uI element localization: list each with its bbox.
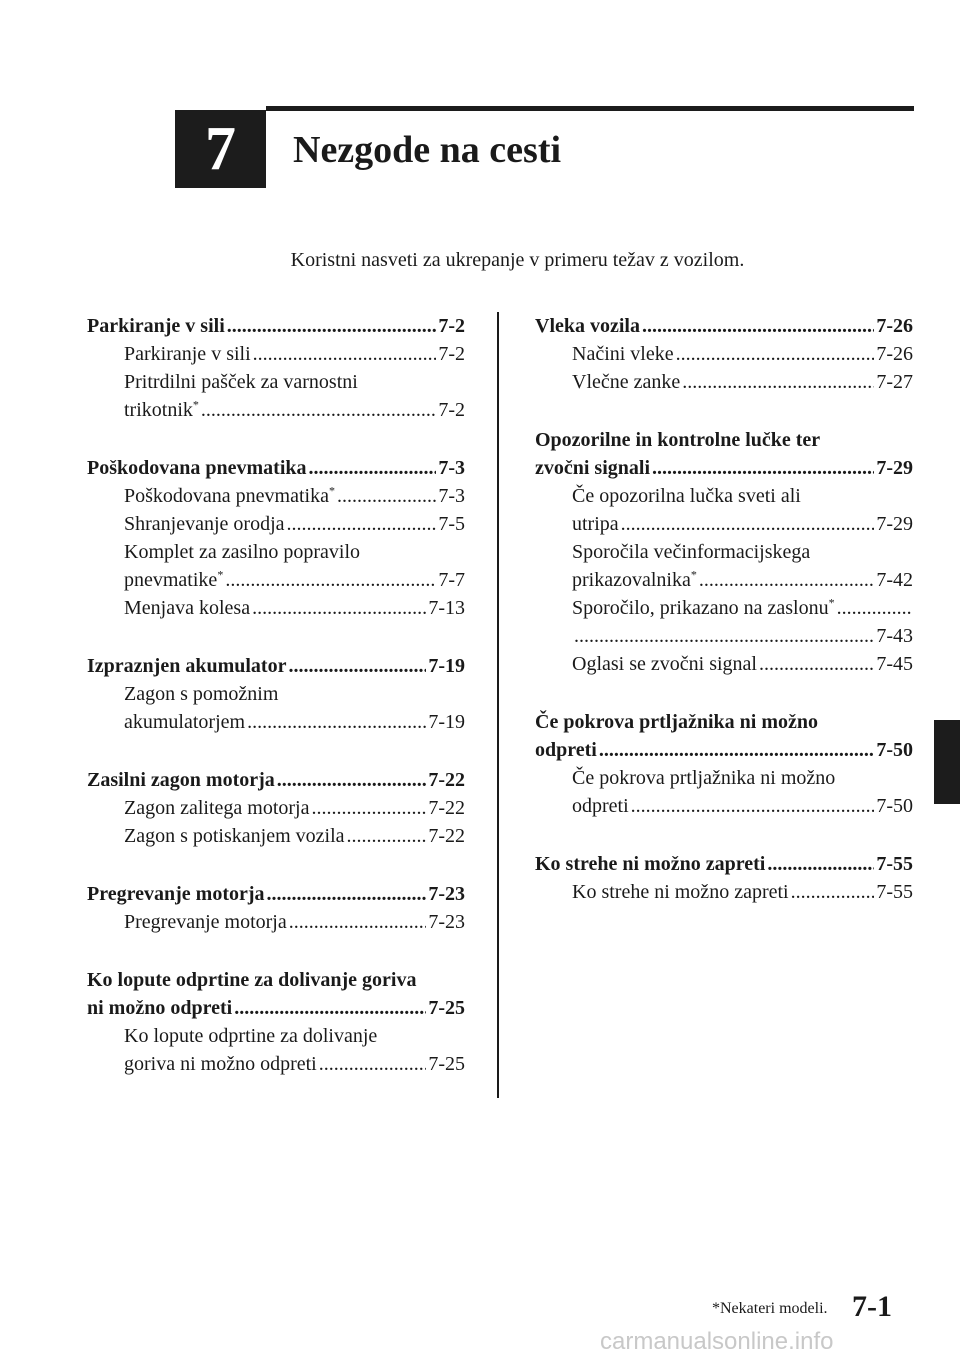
toc-heading[interactable]: ni možno odpreti ..... 7-25 (87, 994, 465, 1022)
page-ref: 7-2 (438, 399, 465, 421)
toc-group-parkiranje (87, 312, 465, 424)
page-ref: 7-45 (876, 653, 913, 675)
toc-heading[interactable]: Izpraznjen akumulator ..... 7-19 (87, 652, 465, 680)
toc-entry[interactable]: akumulatorjem ..... 7-19 (87, 708, 465, 736)
toc-group-vleka (535, 312, 913, 396)
page-ref: 7-26 (876, 315, 913, 337)
page-ref: 7-26 (876, 343, 913, 365)
toc-right-column (535, 312, 913, 936)
toc-heading[interactable]: Poškodovana pnevmatika ..... 7-3 (87, 454, 465, 482)
toc-entry[interactable]: Shranjevanje orodja ..... 7-5 (87, 510, 465, 538)
toc-entry[interactable]: pnevmatike* ..... 7-7 (87, 566, 465, 594)
page-number: 7-1 (852, 1290, 892, 1323)
page-ref: 7-42 (876, 569, 913, 591)
toc-entry[interactable]: Vlečne zanke ..... 7-27 (535, 368, 913, 396)
page-ref: 7-22 (428, 769, 465, 791)
page-ref: 7-22 (428, 797, 465, 819)
toc-heading[interactable]: Vleka vozila ..... 7-26 (535, 312, 913, 340)
toc-heading[interactable]: Parkiranje v sili ..... 7-2 (87, 312, 465, 340)
toc-entry-line[interactable]: Če opozorilna lučka sveti ali (572, 485, 801, 507)
asterisk-mark: * (217, 567, 224, 582)
chapter-number-box (175, 110, 266, 188)
toc-group-akumulator (87, 652, 465, 736)
toc-group-streha (535, 850, 913, 906)
page-ref: 7-5 (438, 513, 465, 535)
page-ref: 7-50 (876, 739, 913, 761)
toc-heading-line[interactable]: Ko lopute odprtine za dolivanje goriva (87, 969, 417, 991)
asterisk-mark: * (828, 595, 835, 610)
toc-group-opozorilne-lucke (535, 426, 913, 678)
page-ref: 7-13 (428, 597, 465, 619)
toc-entry[interactable]: utripa ..... 7-29 (535, 510, 913, 538)
toc-group-pnevmatika (87, 454, 465, 622)
toc-group-loputa-goriva (87, 966, 465, 1078)
toc-heading[interactable]: Ko strehe ni možno zapreti ..... 7-55 (535, 850, 913, 878)
toc-entry[interactable]: Pregrevanje motorja ..... 7-23 (87, 908, 465, 936)
toc-entry-line[interactable]: Sporočilo, prikazano na zaslonu* ..... (535, 594, 913, 622)
toc-heading-line[interactable]: Če pokrova prtljažnika ni možno (535, 711, 818, 733)
toc-heading[interactable]: zvočni signali ..... 7-29 (535, 454, 913, 482)
asterisk-mark: * (690, 567, 697, 582)
toc-entry[interactable]: Parkiranje v sili ..... 7-2 (87, 340, 465, 368)
page-ref: 7-19 (428, 711, 465, 733)
page-ref: 7-23 (428, 883, 465, 905)
page-ref: 7-27 (876, 371, 913, 393)
toc-group-pregrevanje (87, 880, 465, 936)
page-ref: 7-23 (428, 911, 465, 933)
page-ref: 7-19 (428, 655, 465, 677)
toc-entry[interactable]: trikotnik* ..... 7-2 (87, 396, 465, 424)
page-ref: 7-55 (876, 881, 913, 903)
toc-entry-line[interactable]: Komplet za zasilno popravilo (124, 541, 361, 563)
asterisk-mark: * (192, 397, 199, 412)
toc-entry[interactable]: goriva ni možno odpreti ..... 7-25 (87, 1050, 465, 1078)
page-ref: 7-22 (428, 825, 465, 847)
toc-entry[interactable] (535, 622, 913, 650)
page-ref: 7-43 (876, 625, 913, 647)
toc-heading-line[interactable]: Opozorilne in kontrolne lučke ter (535, 429, 821, 451)
toc-entry-line[interactable]: Zagon s pomožnim (124, 683, 279, 705)
toc-entry-line[interactable]: Če pokrova prtljažnika ni možno (572, 767, 836, 789)
page-ref: 7-2 (438, 343, 465, 365)
toc-entry-line[interactable]: Sporočila večinformacijskega (572, 541, 811, 563)
toc-heading[interactable]: Pregrevanje motorja ..... 7-23 (87, 880, 465, 908)
toc-entry[interactable]: Ko strehe ni možno zapreti ..... 7-55 (535, 878, 913, 906)
chapter-intro: Koristni nasveti za ukrepanje v primeru težav z vozilom. (290, 249, 745, 271)
page-ref: 7-2 (438, 315, 465, 337)
toc-entry[interactable]: prikazovalnika* ..... 7-42 (535, 566, 913, 594)
toc-entry[interactable]: Zagon s potiskanjem vozila ..... 7-22 (87, 822, 465, 850)
page-ref: 7-25 (428, 1053, 465, 1075)
page-ref: 7-55 (876, 853, 913, 875)
toc-group-prtljaznik (535, 708, 913, 820)
footnote: *Nekateri modeli. (712, 1300, 828, 1317)
asterisk-mark: * (328, 483, 335, 498)
watermark: carmanualsonline.info (600, 1328, 834, 1355)
page-ref: 7-29 (876, 457, 913, 479)
toc-entry-line[interactable]: Pritrdilni pašček za varnostni (124, 371, 358, 393)
toc-heading[interactable]: Zasilni zagon motorja ..... 7-22 (87, 766, 465, 794)
toc-entry[interactable]: Zagon zalitega motorja ..... 7-22 (87, 794, 465, 822)
chapter-title: Nezgode na cesti (293, 129, 562, 171)
page-ref: 7-3 (438, 485, 465, 507)
page-ref: 7-50 (876, 795, 913, 817)
chapter-rule (266, 106, 914, 111)
toc-entry[interactable]: Načini vleke ..... 7-26 (535, 340, 913, 368)
page-ref: 7-29 (876, 513, 913, 535)
toc-entry-line[interactable]: Ko lopute odprtine za dolivanje (124, 1025, 378, 1047)
chapter-side-tab (934, 720, 960, 804)
page-ref: 7-7 (438, 569, 465, 591)
toc-entry[interactable]: Poškodovana pnevmatika* ..... 7-3 (87, 482, 465, 510)
toc-entry[interactable]: Oglasi se zvočni signal ..... 7-45 (535, 650, 913, 678)
toc-entry[interactable]: Menjava kolesa ..... 7-13 (87, 594, 465, 622)
toc-group-zasilni-zagon (87, 766, 465, 850)
toc-entry[interactable]: odpreti ..... 7-50 (535, 792, 913, 820)
chapter-number: 7 (205, 115, 236, 183)
toc-left-column (87, 312, 465, 1108)
column-divider (497, 312, 499, 1098)
page-ref: 7-3 (438, 457, 465, 479)
toc-heading[interactable]: odpreti ..... 7-50 (535, 736, 913, 764)
page-ref: 7-25 (428, 997, 465, 1019)
